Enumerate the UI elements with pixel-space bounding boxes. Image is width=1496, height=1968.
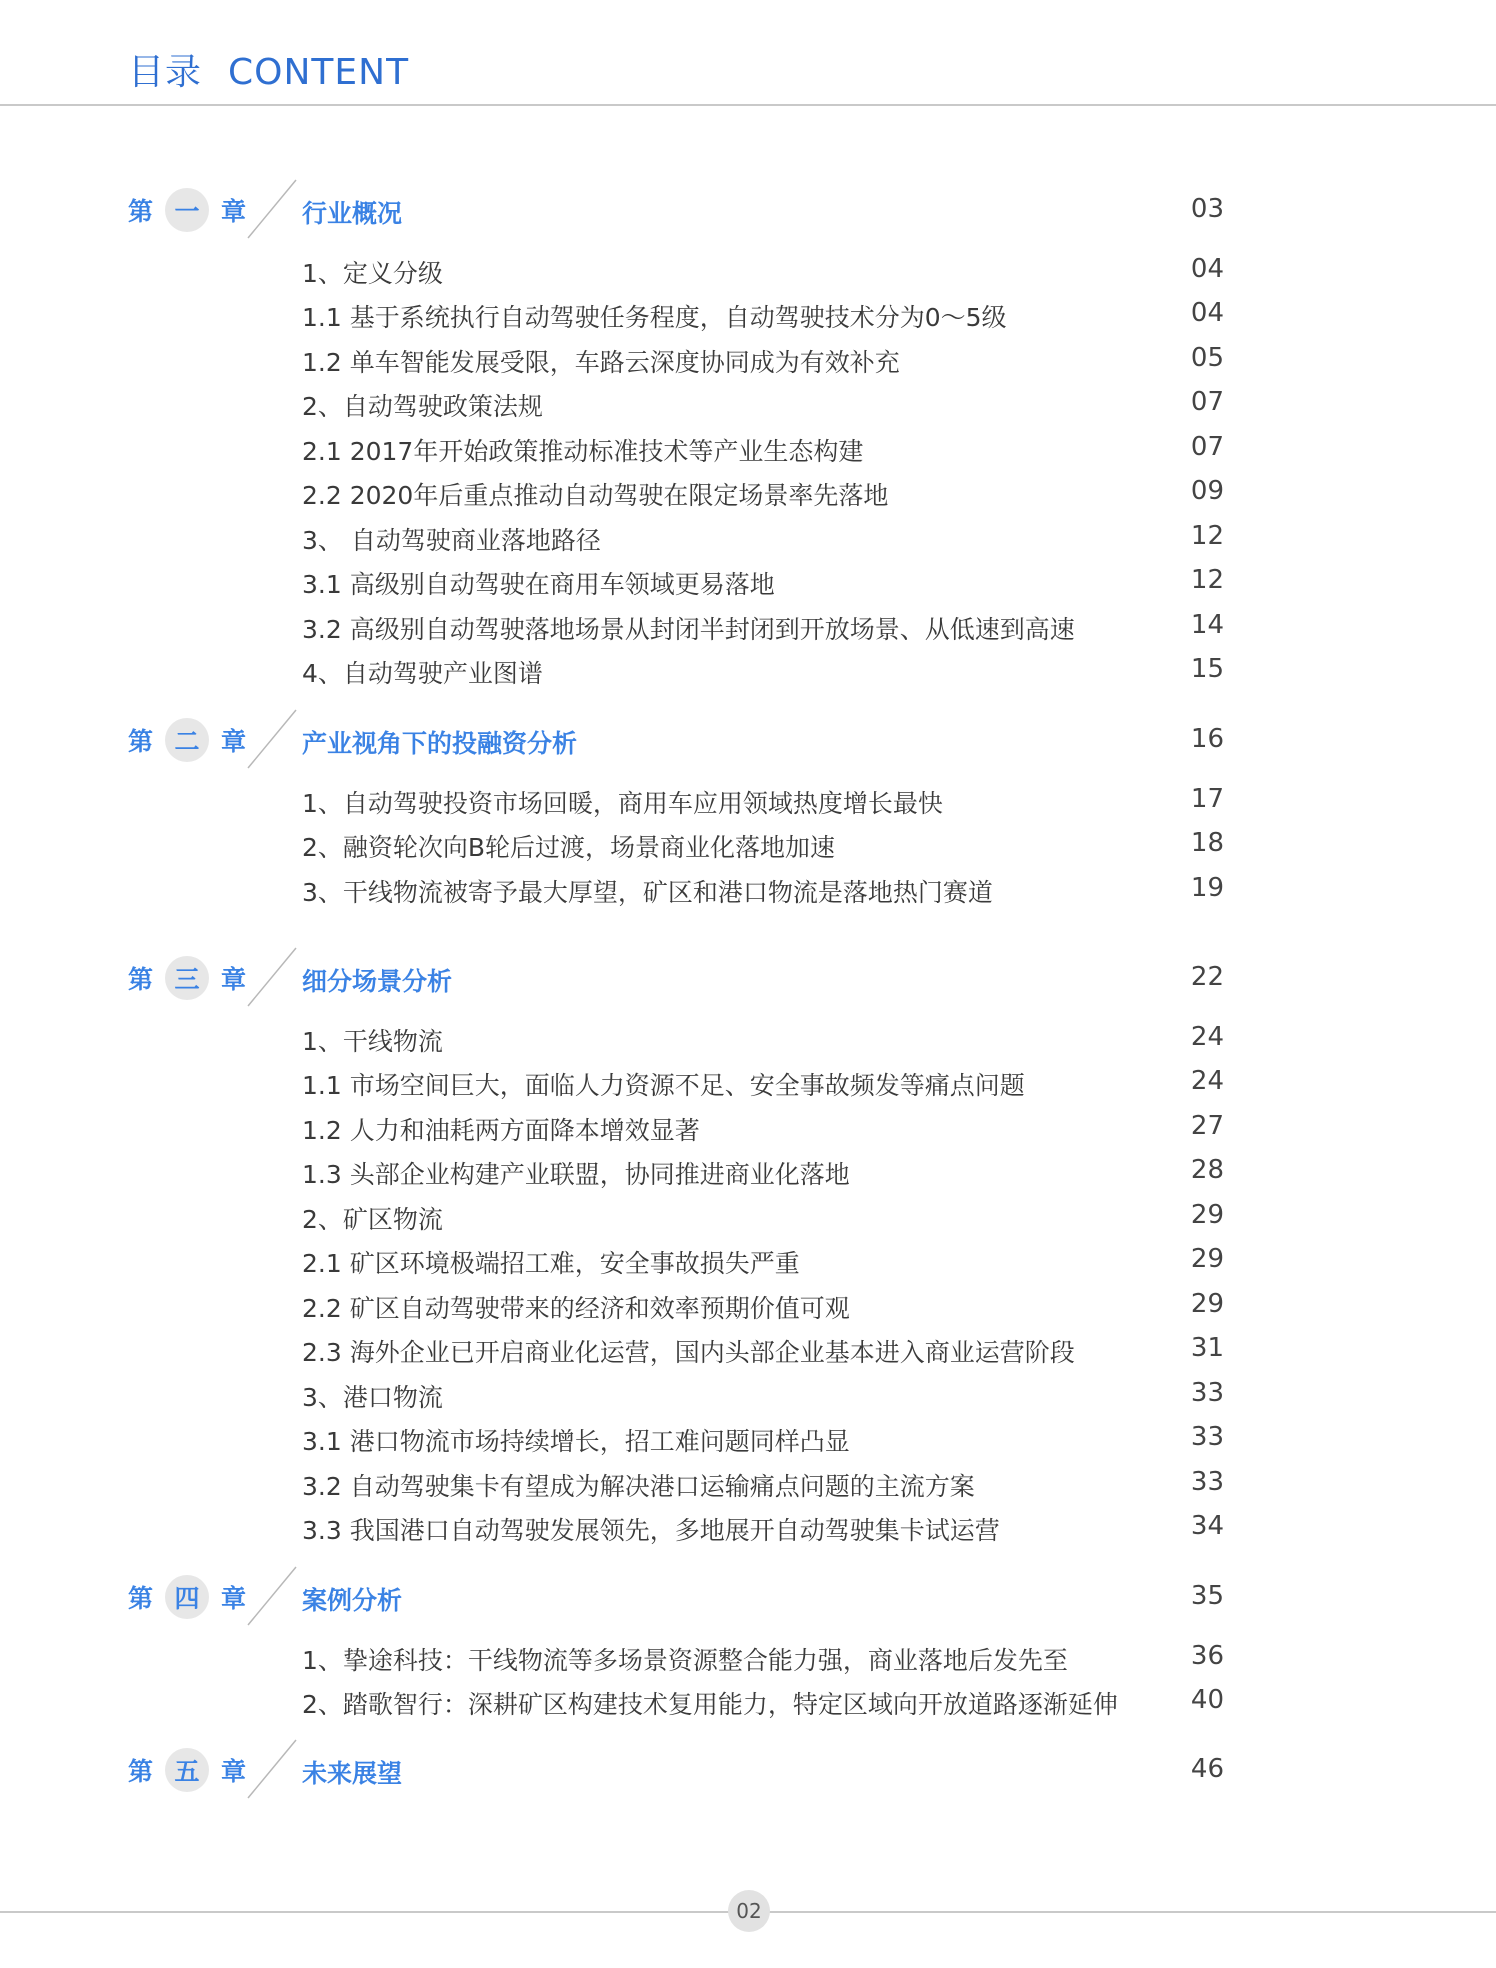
title-cn: 目录 (128, 52, 203, 93)
chapter-number-badge: 四 (165, 1575, 209, 1619)
toc-entry-title: 1.1 市场空间巨大，面临人力资源不足、安全事故频发等痛点问题 (302, 1071, 1025, 1100)
chapter-label (128, 1750, 246, 1790)
chapter-suffix: 章 (221, 1757, 247, 1786)
chapter-label (128, 190, 246, 230)
chapter-prefix: 第 (128, 727, 154, 756)
chapter-prefix: 第 (128, 197, 154, 226)
chapter-suffix: 章 (221, 197, 247, 226)
toc-entry-title: 2.2 2020年后重点推动自动驾驶在限定场景率先落地 (302, 481, 889, 510)
toc-entry[interactable] (0, 470, 1496, 514)
toc-entry-title: 1、干线物流 (302, 1027, 443, 1056)
chapter-prefix: 第 (128, 1584, 154, 1613)
page-number-badge: 02 (728, 1890, 770, 1932)
toc-entry-title: 1.2 单车智能发展受限，车路云深度协同成为有效补充 (302, 348, 900, 377)
toc-entry-title: 2.1 矿区环境极端招工难，安全事故损失严重 (302, 1249, 800, 1278)
toc-entry-page-number: 18 (1190, 828, 1224, 858)
toc-entry-title: 1.3 头部企业构建产业联盟，协同推进商业化落地 (302, 1160, 850, 1189)
chapter-title: 案例分析 (302, 1586, 403, 1615)
chapter-title: 未来展望 (302, 1759, 403, 1788)
chapter-suffix: 章 (221, 965, 247, 994)
chapter-prefix: 第 (128, 965, 154, 994)
toc-entry-title: 1.1 基于系统执行自动驾驶任务程度，自动驾驶技术分为0～5级 (302, 303, 1007, 332)
chapter-number-badge: 三 (165, 956, 209, 1000)
toc-entry-title: 3.1 港口物流市场持续增长，招工难问题同样凸显 (302, 1427, 850, 1456)
chapter-title: 行业概况 (302, 199, 403, 228)
toc-entry[interactable] (0, 822, 1496, 866)
toc-entry[interactable] (0, 778, 1496, 822)
toc-entry-title: 2、矿区物流 (302, 1205, 443, 1234)
chapter-number-badge: 二 (165, 718, 209, 762)
toc-entry[interactable] (0, 1016, 1496, 1060)
toc-entry-title: 3、干线物流被寄予最大厚望，矿区和港口物流是落地热门赛道 (302, 878, 993, 907)
toc-entry-title: 1、挚途科技：干线物流等多场景资源整合能力强，商业落地后发先至 (302, 1646, 1068, 1675)
chapter-row[interactable] (0, 706, 1496, 772)
toc-entry[interactable] (0, 1505, 1496, 1549)
chapter-suffix: 章 (221, 727, 247, 756)
toc-entry-title: 2、自动驾驶政策法规 (302, 392, 543, 421)
toc-entry-page-number: 17 (1190, 784, 1224, 814)
toc-entry-page-number: 04 (1190, 298, 1224, 328)
toc-entry-page-number: 07 (1190, 432, 1224, 462)
toc-entry-title: 3.2 高级别自动驾驶落地场景从封闭半封闭到开放场景、从低速到高速 (302, 615, 1075, 644)
toc-entry-page-number: 36 (1190, 1641, 1224, 1671)
toc-entry-page-number: 12 (1190, 565, 1224, 595)
toc-entry-title: 3.1 高级别自动驾驶在商用车领域更易落地 (302, 570, 775, 599)
toc-entry[interactable] (0, 559, 1496, 603)
toc-entry-page-number: 07 (1190, 387, 1224, 417)
chapter-label (128, 720, 246, 760)
toc-entry-page-number: 33 (1190, 1467, 1224, 1497)
title-en: CONTENT (228, 52, 410, 93)
toc-entry-page-number: 14 (1190, 610, 1224, 640)
toc-entry-title: 1、定义分级 (302, 259, 443, 288)
toc-entry-page-number: 27 (1190, 1111, 1224, 1141)
chapter-slash-divider (244, 176, 300, 242)
toc-entry-title: 1.2 人力和油耗两方面降本增效显著 (302, 1116, 700, 1145)
chapter-suffix: 章 (221, 1584, 247, 1613)
chapter-label (128, 1577, 246, 1617)
chapter-slash-divider (244, 944, 300, 1010)
toc-entry-title: 1、自动驾驶投资市场回暖，商用车应用领域热度增长最快 (302, 789, 943, 818)
chapter-page-number: 46 (1190, 1754, 1224, 1784)
toc-entry-page-number: 31 (1190, 1333, 1224, 1363)
toc-entry[interactable] (0, 1238, 1496, 1282)
toc-entry[interactable] (0, 648, 1496, 692)
toc-entry[interactable] (0, 867, 1496, 911)
toc-entry-page-number: 34 (1190, 1511, 1224, 1541)
toc-entry-page-number: 24 (1190, 1022, 1224, 1052)
toc-entry-title: 2.1 2017年开始政策推动标准技术等产业生态构建 (302, 437, 864, 466)
chapter-title: 细分场景分析 (302, 967, 453, 996)
toc-entry[interactable] (0, 1105, 1496, 1149)
chapter-prefix: 第 (128, 1757, 154, 1786)
toc-entry-page-number: 28 (1190, 1155, 1224, 1185)
toc-entry-title: 2.3 海外企业已开启商业化运营，国内头部企业基本进入商业运营阶段 (302, 1338, 1075, 1367)
toc-entry[interactable] (0, 604, 1496, 648)
chapter-row[interactable] (0, 1736, 1496, 1802)
toc-entry[interactable] (0, 1416, 1496, 1460)
toc-entry[interactable] (0, 1149, 1496, 1193)
toc-entry[interactable] (0, 426, 1496, 470)
toc-entry[interactable] (0, 1283, 1496, 1327)
toc-entry-page-number: 24 (1190, 1066, 1224, 1096)
toc-entry-page-number: 19 (1190, 873, 1224, 903)
toc-entry-page-number: 33 (1190, 1378, 1224, 1408)
toc-entry-page-number: 33 (1190, 1422, 1224, 1452)
chapter-title: 产业视角下的投融资分析 (302, 729, 578, 758)
chapter-slash-divider (244, 1563, 300, 1629)
toc-entry[interactable] (0, 515, 1496, 559)
toc-entry[interactable] (0, 1194, 1496, 1238)
toc-entry[interactable] (0, 292, 1496, 336)
toc-entry[interactable] (0, 1327, 1496, 1371)
chapter-slash-divider (244, 1736, 300, 1802)
toc-entry-page-number: 12 (1190, 521, 1224, 551)
toc-entry-page-number: 40 (1190, 1685, 1224, 1715)
toc-entry[interactable] (0, 381, 1496, 425)
toc-entry-title: 3.2 自动驾驶集卡有望成为解决港口运输痛点问题的主流方案 (302, 1472, 975, 1501)
toc-entry-page-number: 29 (1190, 1289, 1224, 1319)
chapter-page-number: 16 (1190, 724, 1224, 754)
toc-entry-title: 4、自动驾驶产业图谱 (302, 659, 543, 688)
chapter-row[interactable] (0, 176, 1496, 242)
toc-entry-page-number: 04 (1190, 254, 1224, 284)
chapter-label (128, 958, 246, 998)
chapter-page-number: 03 (1190, 194, 1224, 224)
toc-entry-page-number: 15 (1190, 654, 1224, 684)
toc-entry-page-number: 09 (1190, 476, 1224, 506)
toc-entry-title: 3、港口物流 (302, 1383, 443, 1412)
toc-entry-page-number: 29 (1190, 1244, 1224, 1274)
chapter-page-number: 22 (1190, 962, 1224, 992)
toc-entry[interactable] (0, 248, 1496, 292)
toc-entry-title: 3.3 我国港口自动驾驶发展领先，多地展开自动驾驶集卡试运营 (302, 1516, 1000, 1545)
toc-entry-title: 2、融资轮次向B轮后过渡，场景商业化落地加速 (302, 833, 836, 862)
toc-entry[interactable] (0, 1461, 1496, 1505)
chapter-page-number: 35 (1190, 1581, 1224, 1611)
toc-entry[interactable] (0, 1060, 1496, 1104)
toc-entry[interactable] (0, 1635, 1496, 1679)
toc-entry-page-number: 29 (1190, 1200, 1224, 1230)
toc-entry[interactable] (0, 1372, 1496, 1416)
toc-entry-title: 2、踏歌智行：深耕矿区构建技术复用能力，特定区域向开放道路逐渐延伸 (302, 1690, 1118, 1719)
chapter-row[interactable] (0, 944, 1496, 1010)
toc-entry-title: 3、 自动驾驶商业落地路径 (302, 526, 601, 555)
toc-entry[interactable] (0, 337, 1496, 381)
chapter-row[interactable] (0, 1563, 1496, 1629)
chapter-number-badge: 一 (165, 188, 209, 232)
toc-entry-title: 2.2 矿区自动驾驶带来的经济和效率预期价值可观 (302, 1294, 850, 1323)
chapter-number-badge: 五 (165, 1748, 209, 1792)
chapter-slash-divider (244, 706, 300, 772)
toc-entry[interactable] (0, 1679, 1496, 1723)
toc-entry-page-number: 05 (1190, 343, 1224, 373)
